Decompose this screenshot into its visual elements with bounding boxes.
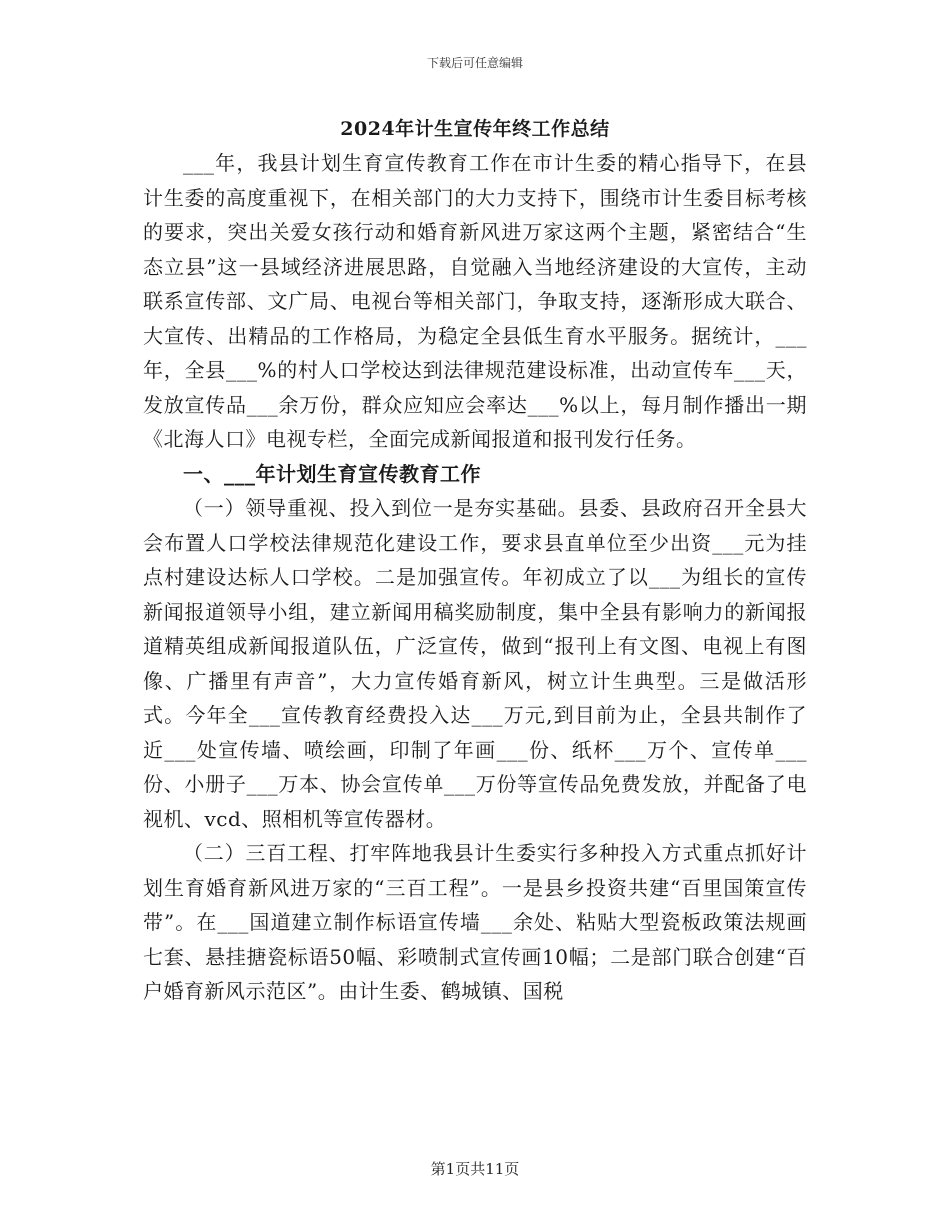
section-heading: 一、___年计划生育宣传教育工作 bbox=[183, 461, 481, 486]
intro-paragraph: ___年，我县计划生育宣传教育工作在市计生委的精心指导下，在县计生委的高度重视下，在相关部门的大力支持下，围绕市计生委目标考核的要求，突出关爱女孩行动和婚育新风进万家这两个主题，紧密结合“生态立县”这一县域经济进展思路，自觉融入当地经济建设的大宣传，主动联系宣传部、文广局、电视台等相关部门，争取支持，逐渐形成大联合、大宣传、出精品的工作格局，为稳定全县低生育水平服务。据统计，___年，全县___%的村人口学校达到法律规范建设标准，出动宣传车___天，发放宣传品___余万份，群众应知应会率达___%以上，每月制作播出一期《北海人口》电视专栏，全面完成新闻报道和报刊发行任务。 bbox=[143, 151, 807, 451]
document-body bbox=[143, 146, 807, 1009]
document-title: 2024年计生宣传年终工作总结 bbox=[340, 118, 610, 140]
subsection-2-paragraph: （二）三百工程、打牢阵地我县计生委实行多种投入方式重点抓好计划生育婚育新风进万家的“三百工程”。一是县乡投资共建“百里国策宣传带”。在___国道建立制作标语宣传墙___余处、粘贴大型瓷板政策法规画七套、悬挂搪瓷标语50幅、彩喷制式宣传画10幅；二是部门联合创建“百户婚育新风示范区”。由计生委、鹤城镇、国税 bbox=[143, 841, 807, 1003]
page-header-note: 下载后可任意编辑 bbox=[426, 56, 523, 70]
subsection-1-paragraph: （一）领导重视、投入到位一是夯实基础。县委、县政府召开全县大会布置人口学校法律规范化建设工作，要求县直单位至少出资___元为挂点村建设达标人口学校。二是加强宣传。年初成立了以___为组长的宣传新闻报道领导小组，建立新闻用稿奖励制度，集中全县有影响力的新闻报道精英组成新闻报道队伍，广泛宣传，做到“报刊上有文图、电视上有图像、广播里有声音”，大力宣传婚育新风，树立计生典型。三是做活形式。今年全___宣传教育经费投入达___万元,到目前为止，全县共制作了近___处宣传墙、喷绘画，印制了年画___份、纸杯___万个、宣传单___份、小册子___万本、协会宣传单___万份等宣传品免费发放，并配备了电视机、vcd、照相机等宣传器材。 bbox=[143, 496, 807, 831]
page-number: 第1页共11页 bbox=[430, 1160, 520, 1178]
